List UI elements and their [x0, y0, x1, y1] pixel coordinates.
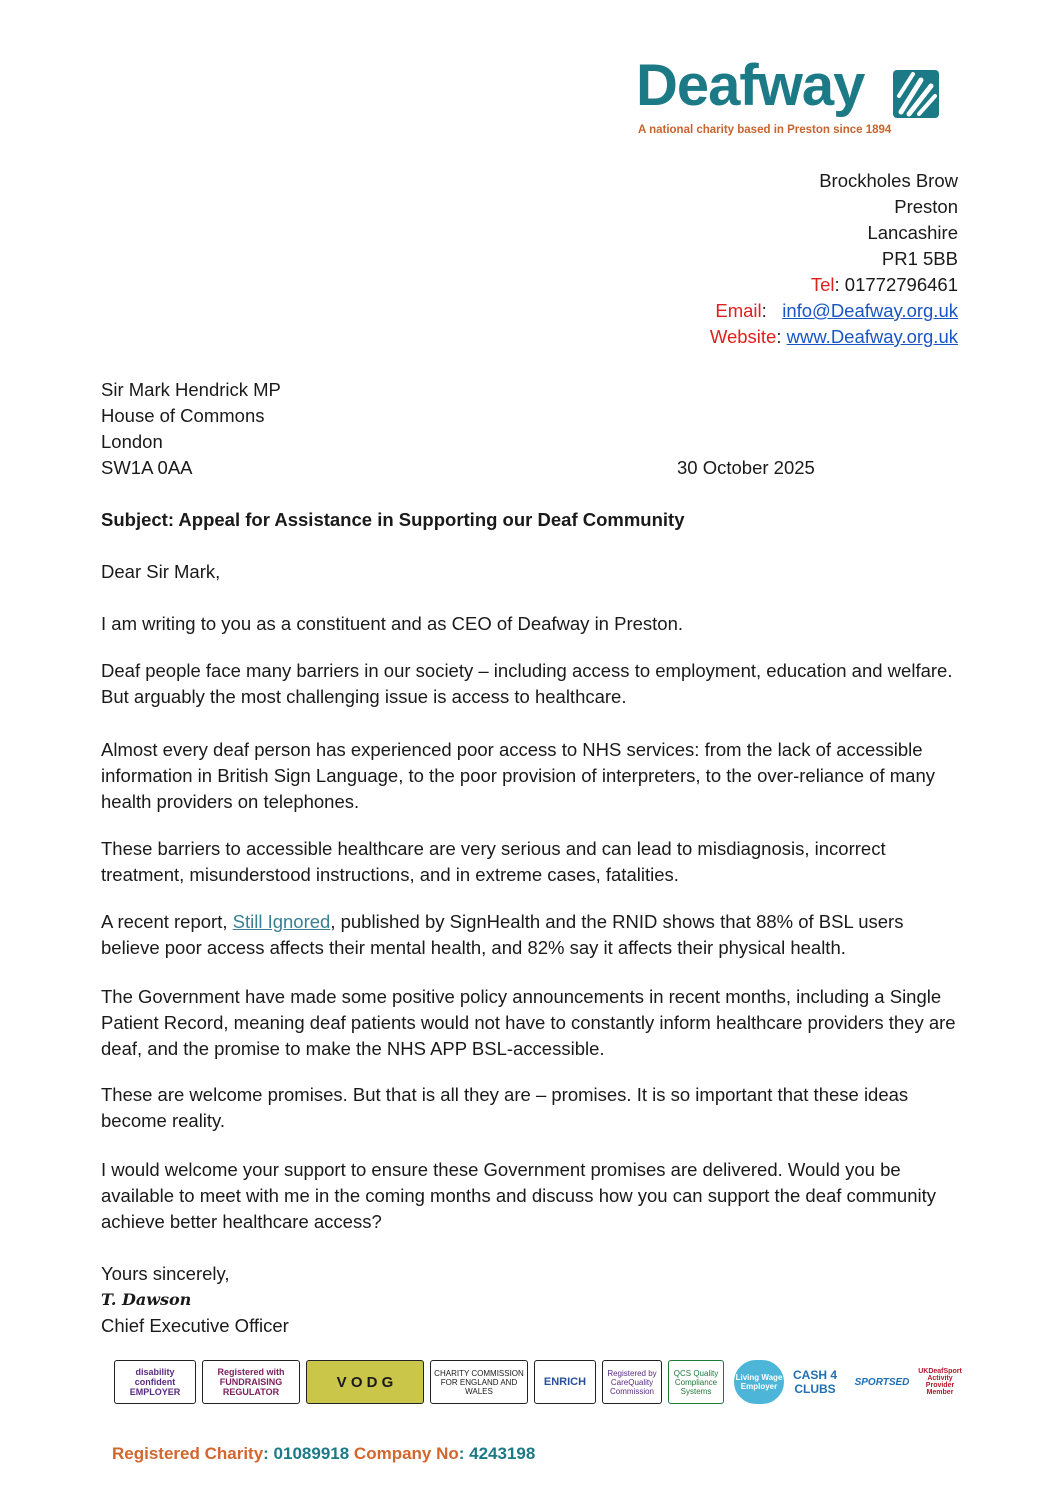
address-line: Preston [894, 196, 958, 217]
vodg-logo: V O D G [306, 1360, 424, 1404]
p5-text: , published by SignHealth and the RNID shows that 88% of BSL users believe poor access affects their mental health, and 82% say it affects their physical health. [101, 911, 904, 958]
charity-number: : 01089918 [263, 1444, 350, 1463]
uk-deaf-sport-logo: UKDeafSport Activity Provider Member [914, 1360, 966, 1404]
address-line: Lancashire [867, 222, 958, 243]
address-line: Brockholes Brow [819, 170, 958, 191]
tel-value: : 01772796461 [834, 274, 958, 295]
recipient-name: Sir Mark Hendrick MP [101, 379, 281, 400]
p5-text: A recent report, [101, 911, 233, 932]
disability-confident-logo: disability confident EMPLOYER [114, 1360, 196, 1404]
charity-label: Registered Charity [112, 1444, 264, 1463]
hand-icon [891, 66, 943, 122]
recipient-address [101, 377, 281, 481]
paragraph: Deaf people face many barriers in our society – including access to employment, education and welfare. But arguably the most challenging issue is access to healthcare. [101, 660, 953, 707]
signature: T. Dawson [101, 1290, 192, 1309]
email-sep: : [761, 300, 767, 321]
sportsed-logo: SPORTSED [854, 1360, 910, 1404]
company-label: Company No [349, 1444, 459, 1463]
deafway-logo [636, 53, 948, 140]
signoff [101, 1261, 289, 1339]
paragraph: These barriers to accessible healthcare are very serious and can lead to misdiagnosis, incorrect treatment, misunderstood instructions, and in extreme cases, fatalities. [101, 838, 886, 885]
letter-date: 30 October 2025 [677, 457, 815, 478]
still-ignored-link[interactable]: Still Ignored [232, 911, 331, 932]
charity-commission-logo: CHARITY COMMISSION FOR ENGLAND AND WALES [430, 1360, 528, 1404]
website-label: Website [709, 326, 777, 347]
fundraising-regulator-logo: Registered with FUNDRAISING REGULATOR [202, 1360, 300, 1404]
sender-address [710, 168, 958, 350]
letter-subject: Subject: Appeal for Assistance in Supporting our Deaf Community [101, 509, 685, 530]
telephone-line [710, 272, 958, 298]
cqc-logo: Registered by CareQuality Commission [602, 1360, 662, 1404]
website-link[interactable]: www.Deafway.org.uk [786, 326, 958, 347]
recipient-postcode: SW1A 0AA [101, 457, 193, 478]
email-label: Email [715, 300, 762, 321]
paragraph: These are welcome promises. But that is all they are – promises. It is so important that these ideas become reality. [101, 1084, 909, 1131]
website-line [710, 324, 958, 350]
email-link[interactable]: info@Deafway.org.uk [782, 300, 958, 321]
recipient-city: London [101, 431, 163, 452]
salutation: Dear Sir Mark, [101, 561, 221, 582]
paragraph: I would welcome your support to ensure these Government promises are delivered. Would you be available to meet with me in the coming months and discuss how you can support the deaf community achieve better healthcare access? [101, 1159, 936, 1232]
paragraph: Almost every deaf person has experienced poor access to NHS services: from the lack of accessible information in British Sign Language, to the poor provision of interpreters, to the over-reliance of many health providers on telephones. [101, 739, 935, 812]
website-sep: : [776, 326, 782, 347]
registration-footer [112, 1444, 535, 1464]
qcs-logo: QCS Quality Compliance Systems [668, 1360, 724, 1404]
logo-tagline: A national charity based in Preston since 1894 [638, 124, 892, 136]
email-line [710, 298, 958, 324]
paragraph [101, 909, 961, 961]
paragraph: The Government have made some positive policy announcements in recent months, including a Single Patient Record, meaning deaf patients would not have to constantly inform healthcare providers they are deaf, and the promise to make the NHS APP BSL-accessible. [101, 986, 956, 1059]
cash4clubs-logo: CASH 4 CLUBS [790, 1360, 840, 1404]
company-number: : 4243198 [458, 1444, 536, 1463]
living-wage-logo: Living Wage Employer [734, 1360, 784, 1404]
enrich-logo: ENRICH [534, 1360, 596, 1404]
signatory-title: Chief Executive Officer [101, 1315, 289, 1336]
accreditation-logo-strip [114, 1360, 962, 1410]
recipient-org: House of Commons [101, 405, 265, 426]
closing: Yours sincerely, [101, 1263, 230, 1284]
address-line: PR1 5BB [881, 248, 958, 269]
logo-wordmark: Deafway [636, 53, 865, 118]
paragraph: I am writing to you as a constituent and as CEO of Deafway in Preston. [101, 613, 684, 634]
tel-label: Tel [810, 274, 835, 295]
